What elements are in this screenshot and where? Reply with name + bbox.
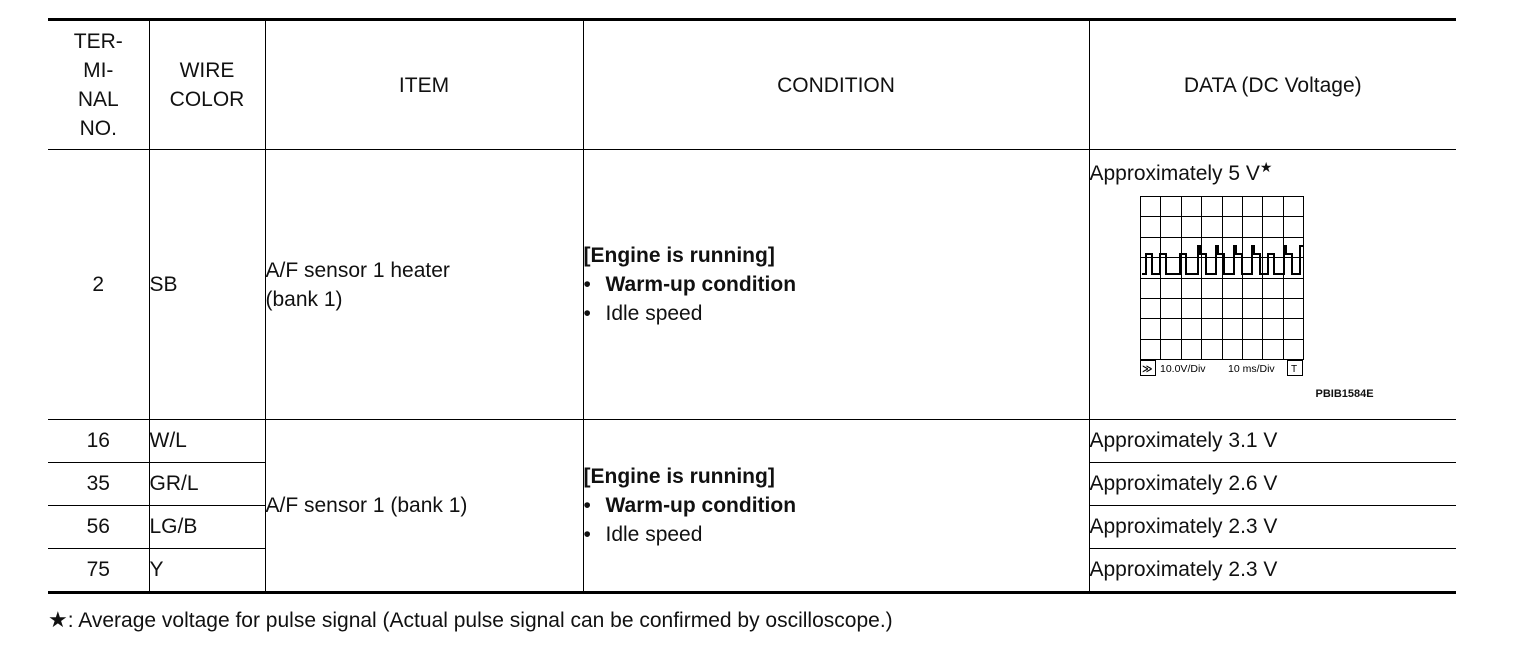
condition-bullet (584, 491, 1089, 520)
condition-bullet-text: Warm-up condition (605, 273, 797, 296)
scope-footer (1140, 361, 1302, 376)
condition-cell (583, 420, 1089, 593)
condition-title: [Engine is running] (583, 465, 775, 488)
wire-color-cell: W/L (149, 420, 265, 463)
item-line: (bank 1) (265, 287, 343, 311)
data-value (1089, 159, 1457, 186)
double-arrow-icon: ≫ (1141, 364, 1152, 375)
condition-bullet-text: Idle speed (605, 302, 703, 325)
item-line: A/F sensor 1 heater (265, 258, 450, 282)
condition-title: [Engine is running] (583, 244, 775, 267)
header-terminal-line: NAL (77, 88, 119, 111)
scope-time-div: 10 ms/Div (1227, 363, 1275, 375)
wire-color-cell: LG/B (149, 506, 265, 549)
wire-color-cell: GR/L (149, 463, 265, 506)
header-terminal-no (48, 20, 149, 150)
footnote (48, 607, 893, 633)
header-item: ITEM (265, 20, 583, 150)
data-cell: Approximately 3.1 V (1089, 420, 1456, 463)
footnote-text: : Average voltage for pulse signal (Actual pulse signal can be confirmed by oscilloscope.) (67, 609, 893, 632)
terminal-cell: 2 (48, 150, 149, 420)
header-terminal-line: NO. (79, 117, 117, 140)
terminal-cell: 56 (48, 506, 149, 549)
data-cell (1089, 150, 1456, 420)
data-value-text: Approximately 5 V (1089, 162, 1260, 185)
header-row (48, 20, 1456, 150)
terminal-cell: 35 (48, 463, 149, 506)
bullet-icon: • (583, 302, 591, 325)
wire-color-cell: SB (149, 150, 265, 420)
scope-trigger-label: T (1290, 364, 1297, 375)
header-terminal-line: MI- (83, 59, 114, 82)
figure-code: PBIB1584E (1315, 388, 1374, 400)
data-cell: Approximately 2.6 V (1089, 463, 1456, 506)
wire-color-cell: Y (149, 549, 265, 593)
item-cell: A/F sensor 1 (bank 1) (265, 420, 583, 593)
terminal-cell: 16 (48, 420, 149, 463)
header-condition: CONDITION (583, 20, 1089, 150)
star-icon: ★ (1259, 159, 1273, 175)
condition-bullet-text: Idle speed (605, 523, 703, 546)
condition-bullet (584, 299, 1089, 328)
data-cell: Approximately 2.3 V (1089, 549, 1456, 593)
table-row (48, 420, 1456, 463)
scope-volt-div: 10.0V/Div (1159, 363, 1206, 375)
data-cell: Approximately 2.3 V (1089, 506, 1456, 549)
header-data: DATA (DC Voltage) (1089, 20, 1456, 150)
scope-grid (1140, 196, 1304, 360)
header-wire-color (149, 20, 265, 150)
terminal-spec-table (48, 18, 1456, 594)
terminal-cell: 75 (48, 549, 149, 593)
item-cell (265, 150, 583, 420)
condition-cell (583, 150, 1089, 420)
header-terminal-line: TER- (73, 30, 123, 53)
bullet-icon: • (583, 494, 591, 517)
bullet-icon: • (583, 523, 591, 546)
condition-bullet (584, 270, 1089, 299)
star-icon: ★ (48, 607, 68, 632)
header-wire-color-text: WIRE COLOR (169, 59, 245, 111)
oscilloscope-screen (1140, 196, 1304, 378)
oscilloscope-figure (1090, 186, 1390, 406)
table-row (48, 150, 1456, 420)
condition-bullet (584, 520, 1089, 549)
condition-bullet-text: Warm-up condition (605, 494, 797, 517)
bullet-icon: • (583, 273, 591, 296)
